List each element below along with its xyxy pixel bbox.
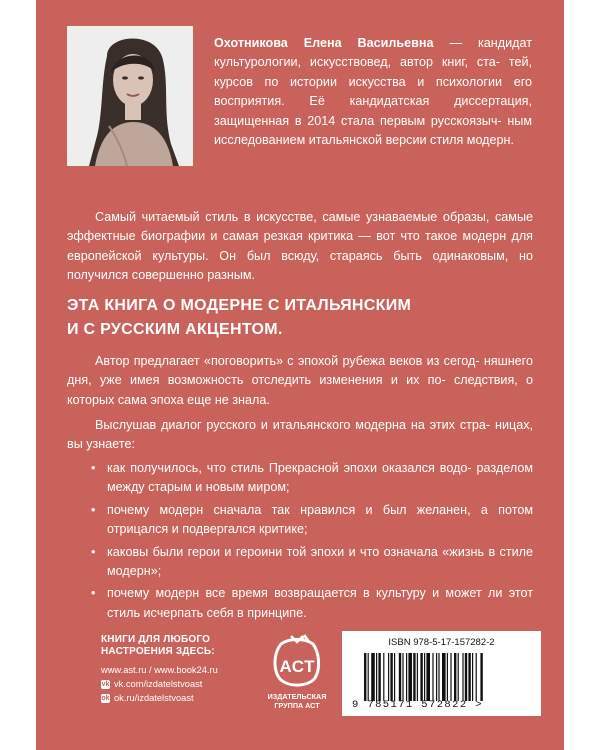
list-item-line: каковы были герои и героини той эпохи и что означала «жизнь	[107, 544, 485, 559]
list-intro-paragraph	[67, 416, 533, 455]
bullet-marker: •	[91, 586, 96, 601]
publisher-name	[261, 692, 333, 710]
bio-line: — кандидат	[433, 36, 532, 50]
list-item-line: как получилось, что стиль Прекрасной эпохи оказался водо-	[107, 461, 472, 475]
barcode-bar	[388, 653, 389, 701]
back-cover	[36, 0, 564, 750]
barcode-bar	[376, 653, 377, 701]
bullet-marker: •	[91, 461, 96, 475]
barcode-number: 9 785171 572822 >	[352, 699, 483, 711]
barcode-bars	[364, 653, 520, 701]
barcode-bar	[371, 653, 375, 701]
bio-line: тей, курсов по истории искусства и психологии	[214, 55, 532, 89]
barcode-bar	[468, 653, 470, 701]
intro-line: Самый читаемый стиль в искусстве, самые узнаваемые образы,	[95, 210, 490, 224]
barcode-bar	[480, 653, 482, 701]
barcode-bar	[378, 653, 380, 701]
intro-line: быть одинаковым, но получился совершенно разным.	[67, 248, 533, 283]
publisher-logo	[261, 634, 333, 720]
paragraph-line: следствия, о которых сама эпоха еще не знала.	[67, 373, 534, 407]
barcode-bar	[383, 653, 384, 701]
author-name: Охотникова Елена Васильевна	[214, 36, 434, 50]
vk-icon: vk	[101, 680, 110, 688]
topic-list	[67, 459, 533, 626]
bio-line: ным исследованием итальянской версии стиля	[214, 113, 532, 148]
logo-text: ACT	[279, 657, 315, 676]
barcode-bar	[432, 653, 433, 701]
list-item	[67, 584, 533, 623]
barcode-bar	[408, 653, 412, 701]
ok-url: ok.ru/izdatelstvoast	[114, 693, 194, 703]
barcode-bar	[390, 653, 392, 701]
barcode-bar	[465, 653, 467, 701]
barcode-bar	[417, 653, 418, 701]
intro-paragraph	[67, 208, 533, 286]
bio-line: защищенная в 2014 стала первым русскоязыч-	[214, 113, 502, 128]
websites-link[interactable]: www.ast.ru / www.book24.ru	[101, 665, 218, 675]
bio-line: культурологии, искусствовед, автор книг, ста-	[214, 55, 500, 70]
barcode-bar	[406, 653, 407, 701]
barcode-bar	[402, 653, 403, 701]
barcode-bar	[399, 653, 401, 701]
bullet-marker: •	[91, 502, 96, 517]
paragraph-line: няшнего дня, уже имея возможность отследить изменения и их по-	[67, 354, 533, 388]
author-bio	[214, 34, 532, 150]
promo-title	[101, 634, 251, 658]
vk-link[interactable]	[101, 677, 251, 691]
barcode-bar	[438, 653, 439, 701]
description-paragraph	[67, 352, 533, 410]
isbn-label: ISBN 978-5-17-157282-2	[388, 637, 495, 648]
barcode-bar	[364, 653, 366, 701]
barcode	[364, 653, 520, 701]
barcode-bar	[447, 653, 448, 701]
barcode-bar	[462, 653, 463, 701]
bullet-marker: •	[91, 544, 96, 559]
bio-line: модерн.	[466, 133, 514, 148]
promo-title-line: НАСТРОЕНИЯ ЗДЕСЬ:	[101, 646, 215, 657]
intro-line: такое модерн для европейской культуры. Он был всюду, стараясь	[67, 229, 533, 263]
headline	[67, 294, 547, 342]
barcode-bar	[420, 653, 422, 701]
promo-block	[101, 634, 251, 705]
list-item-line: разделом между старым и новым миром;	[107, 461, 533, 495]
headline-line: И С РУССКИМ АКЦЕНТОМ.	[67, 321, 283, 338]
list-item-line: отрицался и подвергался критике;	[107, 522, 308, 537]
vk-url: vk.com/izdatelstvoast	[114, 679, 203, 689]
intro-line: самые эффектные биографии и самая резкая критика — вот что	[67, 210, 534, 244]
barcode-bar	[436, 653, 437, 701]
list-item	[67, 459, 533, 498]
list-item	[67, 543, 533, 582]
promo-title-line: КНИГИ ДЛЯ ЛЮБОГО	[101, 634, 211, 645]
barcode-panel	[342, 631, 541, 716]
ast-logo-icon	[269, 634, 325, 690]
publisher-line: ИЗДАТЕЛЬСКАЯ	[267, 692, 327, 701]
list-item-line: этот стиль исчерпать себя в принципе.	[107, 586, 534, 620]
publisher-line: ГРУППА АСТ	[274, 701, 320, 710]
barcode-bar	[413, 653, 415, 701]
list-item	[67, 501, 533, 540]
paragraph-line: Выслушав диалог русского и итальянского модерна на этих стра-	[95, 418, 491, 432]
barcode-bar	[424, 653, 425, 701]
list-item-line: почему модерн все время возвращается в культуру и может ли	[107, 586, 503, 601]
paragraph-line: ницах, вы узнаете:	[67, 418, 534, 452]
barcode-bar	[394, 653, 395, 701]
ok-icon: ok	[101, 694, 110, 702]
barcode-bar	[476, 653, 477, 701]
barcode-bar	[426, 653, 430, 701]
headline-line: ЭТА КНИГА О МОДЕРНЕ С ИТАЛЬЯНСКИМ	[67, 297, 412, 314]
ok-link[interactable]	[101, 691, 251, 705]
list-item-line: почему модерн сначала так нравился и был желанен, а потом	[107, 502, 533, 517]
barcode-bar	[454, 653, 456, 701]
barcode-bar	[458, 653, 459, 701]
barcode-bar	[368, 653, 369, 701]
bio-line: его восприятия. Её кандидатская диссертация,	[214, 74, 533, 109]
paragraph-line: Автор предлагает «поговорить» с эпохой рубежа веков из сегод-	[95, 354, 480, 368]
list-item-line: в стиле модерн»;	[107, 544, 533, 579]
barcode-bar	[442, 653, 446, 701]
author-photo	[67, 26, 193, 166]
author-portrait-icon	[67, 26, 193, 166]
barcode-bar	[450, 653, 451, 701]
barcode-bar	[472, 653, 473, 701]
